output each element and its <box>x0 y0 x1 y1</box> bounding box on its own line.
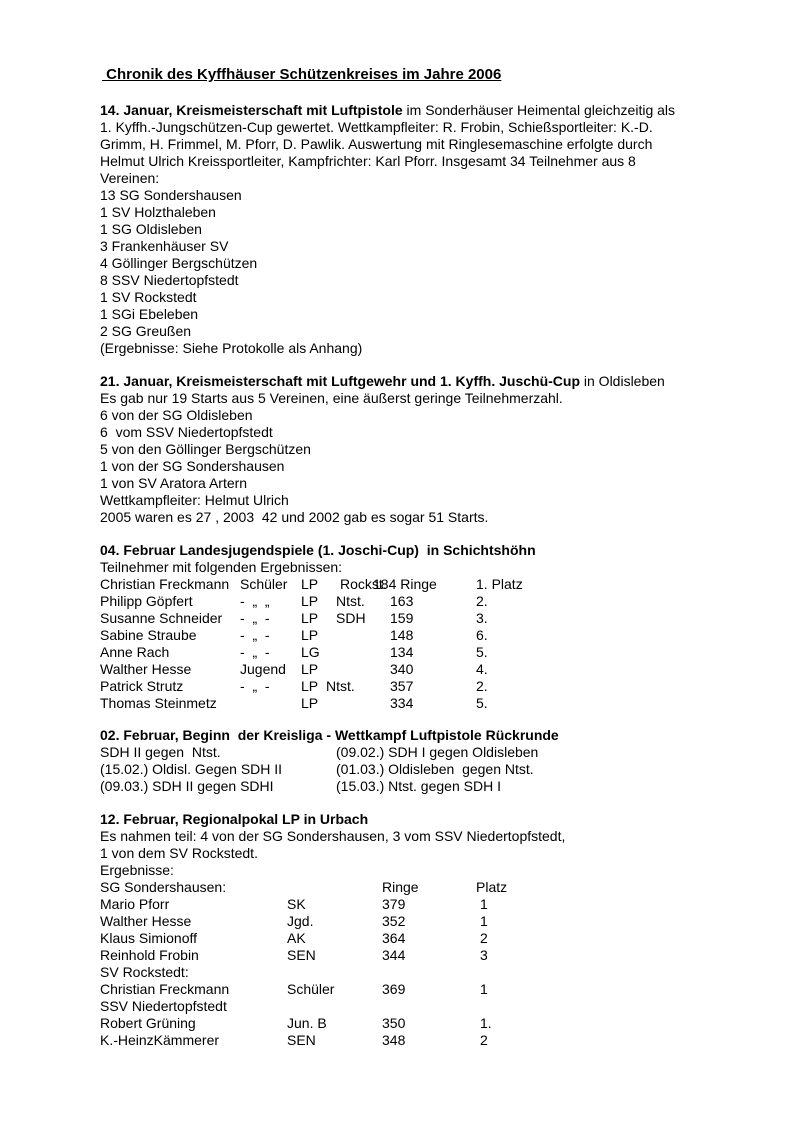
s3-cell-rings: 148 <box>390 627 414 643</box>
s3-cell-rings: 334 <box>390 695 414 711</box>
s5-cell-rings: 352 <box>382 913 406 929</box>
s5-cell-rings: 348 <box>382 1032 406 1048</box>
s3-cell-rings: 184 Ringe <box>373 576 437 592</box>
s5-cell-class: Schüler <box>287 981 335 997</box>
s3-cell-discipline: LP <box>301 678 319 694</box>
s5-cell-rings: 344 <box>382 947 406 963</box>
s5-cell-place: 1 <box>480 981 488 997</box>
s4-match-left: (15.02.) Oldisl. Gegen SDH II <box>100 761 283 777</box>
s5-cell-place: 1 <box>480 913 488 929</box>
s3-intro: Teilnehmer mit folgenden Ergebnissen: <box>100 559 343 575</box>
s3-cell-rings: 340 <box>390 661 414 677</box>
s3-cell-place: 6. <box>476 627 488 643</box>
s5-cell-class: SEN <box>287 947 316 963</box>
s4-heading: 02. Februar, Beginn der Kreisliga - Wettkampf Luftpistole Rückrunde <box>100 727 559 743</box>
s5-cell-class: Jun. B <box>287 1015 327 1031</box>
s5-intro-line: Ergebnisse: <box>100 862 174 878</box>
s1-club-item: 1 SG Oldisleben <box>100 221 202 237</box>
s3-cell-place: 2. <box>476 678 488 694</box>
s3-cell-discipline: LP <box>301 576 319 592</box>
s1-club-item: 1 SV Rockstedt <box>100 289 197 305</box>
s5-cell-place: 1 <box>480 896 488 912</box>
s5-cell-name: Klaus Simionoff <box>100 930 198 946</box>
s1-heading-rest: im Sonderhäuser Heimental gleichzeitig als <box>402 102 676 118</box>
s5-cell-class: SEN <box>287 1032 316 1048</box>
s3-cell-class: Jugend <box>240 661 286 677</box>
s2-line: 2005 waren es 27 , 2003 42 und 2002 gab es sogar 51 Starts. <box>100 509 489 525</box>
s3-cell-class: - „ „ <box>240 593 270 609</box>
s5-intro-line: 1 von dem SV Rockstedt. <box>100 845 258 861</box>
s4-match-left: (09.03.) SDH II gegen SDHI <box>100 778 274 794</box>
s3-cell-rings: 159 <box>390 610 414 626</box>
s5-cell-name: Robert Grüning <box>100 1015 196 1031</box>
s2-line: 6 vom SSV Niedertopfstedt <box>100 424 273 440</box>
s3-cell-class: Schüler <box>240 576 288 592</box>
s5-cell-name: SSV Niedertopfstedt <box>100 998 227 1014</box>
s2-line: 1 von SV Aratora Artern <box>100 475 248 491</box>
s5-cell-place: 2 <box>480 1032 488 1048</box>
s5-cell-rings: 350 <box>382 1015 406 1031</box>
s5-header-club: SG Sondershausen: <box>100 879 227 895</box>
s1-club-item: 1 SGi Ebeleben <box>100 306 199 322</box>
s2-line: Es gab nur 19 Starts aus 5 Vereinen, eine äußerst geringe Teilnehmerzahl. <box>100 390 563 406</box>
s5-cell-rings: 379 <box>382 896 406 912</box>
s2-line-0 <box>100 373 665 390</box>
s5-cell-class: Jgd. <box>287 913 314 929</box>
s3-cell-place: 5. <box>476 644 488 660</box>
s2-heading: 21. Januar, Kreismeisterschaft mit Luftgewehr und 1. Kyffh. Juschü-Cup <box>100 373 580 389</box>
s1-club-item: 1 SV Holzthaleben <box>100 204 216 220</box>
s5-cell-name: Christian Freckmann <box>100 981 230 997</box>
s1-line: Vereinen: <box>100 170 160 186</box>
s5-header-ringe: Ringe <box>382 879 419 895</box>
s5-cell-rings: 369 <box>382 981 406 997</box>
s1-line: Helmut Ulrich Kreissportleiter, Kampfrichter: Karl Pforr. Insgesamt 34 Teilnehmer aus 8 <box>100 153 636 169</box>
s3-cell-discipline: LP <box>301 627 319 643</box>
s3-cell-place: 1. Platz <box>476 576 523 592</box>
s1-club-item: 8 SSV Niedertopfstedt <box>100 272 239 288</box>
s3-cell-class: - „ - <box>240 610 270 626</box>
s3-cell-club: Ntst. <box>336 593 365 609</box>
s2-line: 1 von der SG Sondershausen <box>100 458 285 474</box>
s3-cell-club: SDH <box>336 610 366 626</box>
s5-cell-name: SV Rockstedt: <box>100 964 189 980</box>
s3-cell-place: 5. <box>476 695 488 711</box>
s3-cell-discipline: LG <box>301 644 320 660</box>
s5-cell-name: Walther Hesse <box>100 913 192 929</box>
s3-cell-name: Anne Rach <box>100 644 170 660</box>
s5-cell-class: SK <box>287 896 306 912</box>
s5-cell-place: 1. <box>480 1015 492 1031</box>
s3-cell-name: Susanne Schneider <box>100 610 223 626</box>
s3-cell-discipline: LP <box>301 661 319 677</box>
s1-line-0 <box>100 102 675 119</box>
s1-club-item: 3 Frankenhäuser SV <box>100 238 229 254</box>
s5-header-platz: Platz <box>476 879 508 895</box>
s1-club-item: 4 Göllinger Bergschützen <box>100 255 258 271</box>
s1-note: (Ergebnisse: Siehe Protokolle als Anhang) <box>100 340 363 356</box>
s3-cell-name: Patrick Strutz <box>100 678 184 694</box>
s1-club-item: 2 SG Greußen <box>100 323 192 339</box>
s3-cell-discipline: LP <box>301 610 319 626</box>
s3-cell-discipline: LP <box>301 695 319 711</box>
s3-cell-name: Thomas Steinmetz <box>100 695 217 711</box>
s3-cell-class: - „ - <box>240 627 270 643</box>
s3-cell-place: 4. <box>476 661 488 677</box>
s4-match-left: SDH II gegen Ntst. <box>100 744 221 760</box>
s2-line: Wettkampfleiter: Helmut Ulrich <box>100 492 289 508</box>
s3-cell-place: 2. <box>476 593 488 609</box>
s2-line: 6 von der SG Oldisleben <box>100 407 253 423</box>
s5-cell-name: Reinhold Frobin <box>100 947 199 963</box>
document-title: Chronik des Kyffhäuser Schützenkreises im Jahre 2006 <box>102 66 502 83</box>
s1-heading: 14. Januar, Kreismeisterschaft mit Luftpistole <box>100 102 403 118</box>
s1-line: 1. Kyffh.-Jungschützen-Cup gewertet. Wettkampfleiter: R. Frobin, Schießsportleiter: K.-D. <box>100 119 653 135</box>
s3-cell-class: - „ - <box>240 644 270 660</box>
s3-cell-name: Christian Freckmann <box>100 576 230 592</box>
s3-cell-place: 3. <box>476 610 488 626</box>
s5-cell-place: 3 <box>480 947 488 963</box>
s4-match-right: (01.03.) Oldisleben gegen Ntst. <box>336 761 534 777</box>
s3-cell-name: Sabine Straube <box>100 627 197 643</box>
s3-cell-name: Philipp Göpfert <box>100 593 193 609</box>
s2-heading-rest: in Oldisleben <box>580 373 665 389</box>
s5-cell-class: AK <box>287 930 306 946</box>
s2-line: 5 von den Göllinger Bergschützen <box>100 441 311 457</box>
s4-match-right: (15.03.) Ntst. gegen SDH I <box>336 778 501 794</box>
s3-cell-name: Walther Hesse <box>100 661 192 677</box>
s5-cell-place: 2 <box>480 930 488 946</box>
s4-match-right: (09.02.) SDH I gegen Oldisleben <box>336 744 539 760</box>
s3-cell-discipline: LP <box>301 593 319 609</box>
s3-cell-rings: 134 <box>390 644 414 660</box>
s1-club-item: 13 SG Sondershausen <box>100 187 242 203</box>
s1-line: Grimm, H. Frimmel, M. Pforr, D. Pawlik. Auswertung mit Ringlesemaschine erfolgte durch <box>100 136 653 152</box>
s3-cell-club: Rockst. <box>340 576 387 592</box>
s5-cell-name: K.-HeinzKämmerer <box>100 1032 220 1048</box>
s3-cell-class: - „ - <box>240 678 270 694</box>
s5-cell-rings: 364 <box>382 930 406 946</box>
s3-cell-rings: 163 <box>390 593 414 609</box>
s3-heading: 04. Februar Landesjugendspiele (1. Joschi-Cup) in Schichtshöhn <box>100 542 536 558</box>
s3-cell-club: Ntst. <box>326 678 355 694</box>
s3-cell-rings: 357 <box>390 678 414 694</box>
s5-intro-line: Es nahmen teil: 4 von der SG Sondershausen, 3 vom SSV Niedertopfstedt, <box>100 828 566 844</box>
s5-heading: 12. Februar, Regionalpokal LP in Urbach <box>100 811 369 827</box>
s5-cell-name: Mario Pforr <box>100 896 170 912</box>
